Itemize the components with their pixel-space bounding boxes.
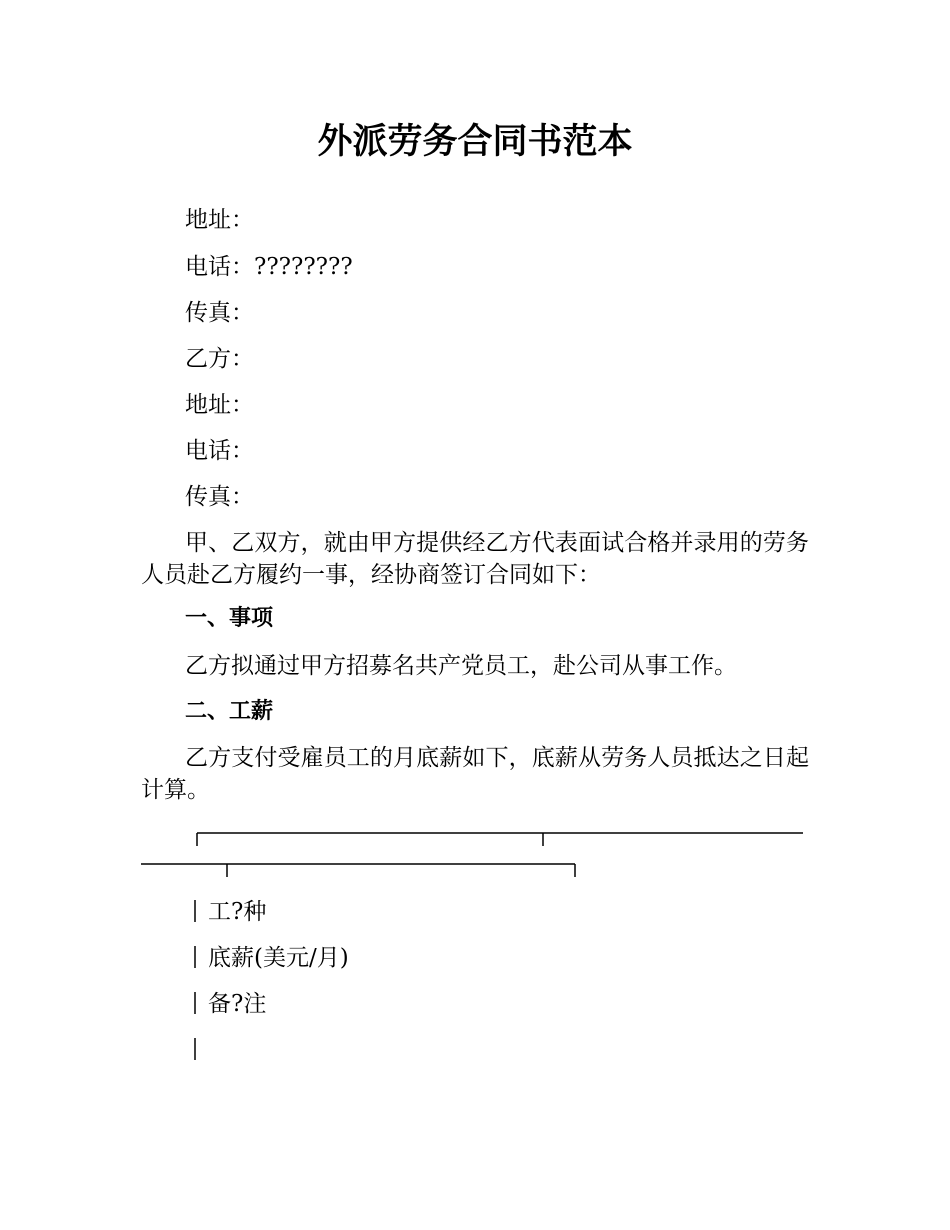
section-heading-1: 一、事项 — [185, 606, 274, 631]
party-a-phone: 电话：???????? — [185, 254, 353, 280]
party-b-address: 地址： — [185, 392, 254, 418]
document-title: 外派劳务合同书范本 — [317, 122, 633, 162]
table-cell-job-type: 工?种 — [208, 899, 267, 925]
table-cell-remarks: 备?注 — [208, 991, 267, 1017]
section-body-1: 乙方拟通过甲方招募名共产党员工，赴公司从事工作。 — [185, 653, 737, 679]
section-heading-2: 二、工薪 — [185, 699, 274, 724]
party-a-address: 地址： — [185, 207, 254, 233]
party-b-label: 乙方： — [185, 346, 254, 372]
party-a-fax: 传真： — [185, 300, 254, 326]
party-b-fax: 传真： — [185, 484, 254, 510]
intro-paragraph: 甲、乙双方，就由甲方提供经乙方代表面试合格并录用的劳务人员赴乙方履约一事，经协商签订合同如下： — [141, 530, 809, 588]
table-cell-base-salary: 底薪(美元/月) — [208, 945, 349, 971]
party-b-phone: 电话： — [185, 438, 254, 464]
section-body-2: 乙方支付受雇员工的月底薪如下，底薪从劳务人员抵达之日起计算。 — [141, 745, 809, 803]
